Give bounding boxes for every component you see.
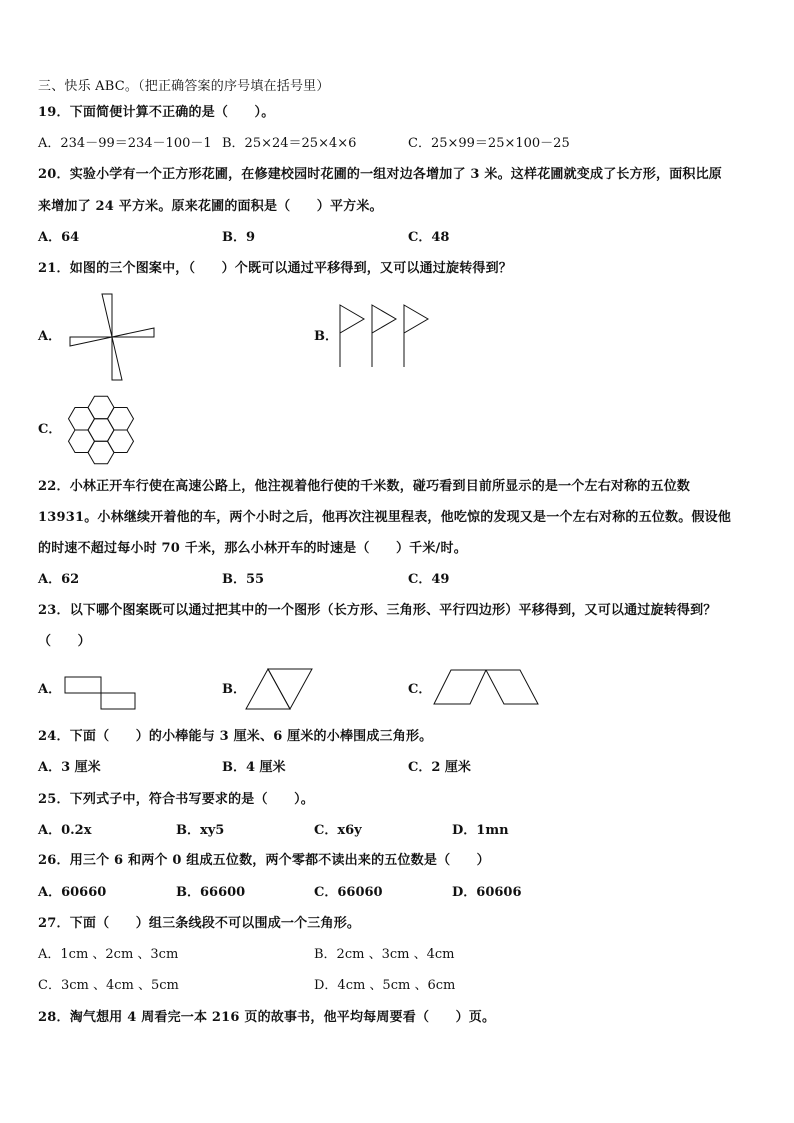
- q21-option-c: C．: [38, 422, 62, 437]
- question-24-stem: 24．下面（ ）的小棒能与 3 厘米、6 厘米的小棒围成三角形。: [38, 729, 433, 744]
- q25-option-b: B．xy5: [176, 823, 225, 838]
- q19-option-a: A．234－99＝234－100－1: [38, 136, 212, 151]
- hexagon-cell: [108, 408, 134, 431]
- question-19-stem: 19．下面简便计算不正确的是（ ）。: [38, 105, 275, 120]
- q27-option-b: B．2cm 、3cm 、4cm: [314, 947, 455, 962]
- q27-option-a: A．1cm 、2cm 、3cm: [38, 947, 179, 962]
- hexagon-cell: [88, 419, 114, 442]
- q20-option-b: B．9: [222, 230, 256, 245]
- hexagon-cell: [69, 430, 95, 453]
- question-20-stem-line2: 来增加了 24 平方米。原来花圃的面积是（ ）平方米。: [38, 199, 383, 214]
- q26-option-a: A．60660: [38, 885, 107, 900]
- question-25-stem: 25．下列式子中，符合书写要求的是（ ）。: [38, 792, 314, 807]
- q21-option-b: B．: [314, 329, 338, 344]
- q25-option-c: C．x6y: [314, 823, 362, 838]
- q26-option-b: B．66600: [176, 885, 246, 900]
- q23-option-b: B．: [222, 682, 246, 697]
- question-28-stem: 28．淘气想用 4 周看完一本 216 页的故事书，他平均每周要看（ ）页。: [38, 1010, 496, 1025]
- q22-option-c: C．49: [408, 572, 450, 587]
- hexagon-cell: [88, 441, 114, 464]
- q27-option-c: C．3cm 、4cm 、5cm: [38, 978, 179, 993]
- question-23-stem-line2: （ ）: [38, 634, 91, 649]
- q20-option-a: A．64: [38, 230, 80, 245]
- q24-option-b: B．4 厘米: [222, 760, 286, 775]
- question-22-stem-line3: 的时速不超过每小时 70 千米，那么小林开车的时速是（ ）千米/时。: [38, 541, 467, 556]
- q21-option-a: A．: [38, 329, 62, 344]
- q25-option-a: A．0.2x: [38, 823, 92, 838]
- hexagons-figure: [62, 390, 140, 470]
- triangles-figure: [244, 667, 316, 711]
- q24-option-a: A．3 厘米: [38, 760, 101, 775]
- question-21-stem: 21．如图的三个图案中，（ ）个既可以通过平移得到，又可以通过旋转得到？: [38, 261, 512, 276]
- hexagon-cell: [108, 430, 134, 453]
- hexagon-cell: [88, 396, 114, 419]
- q25-option-d: D．1mn: [452, 823, 509, 838]
- flags-figure: [336, 303, 432, 369]
- question-26-stem: 26．用三个 6 和两个 0 组成五位数，两个零都不读出来的五位数是（ ）: [38, 853, 490, 868]
- question-27-stem: 27．下面（ ）组三条线段不可以围成一个三角形。: [38, 916, 361, 931]
- q22-option-a: A．62: [38, 572, 80, 587]
- pinwheel-figure: [66, 292, 158, 382]
- q26-option-c: C．66060: [314, 885, 383, 900]
- rectangles-figure: [62, 674, 138, 712]
- q26-option-d: D．60606: [452, 885, 522, 900]
- q19-option-b: B．25×24＝25×4×6: [222, 136, 357, 151]
- q27-option-d: D．4cm 、5cm 、6cm: [314, 978, 456, 993]
- question-20-stem-line1: 20．实验小学有一个正方形花圃，在修建校园时花圃的一组对边各增加了 3 米。这样花圃就变成了长方形，面积比原: [38, 167, 722, 182]
- question-22-stem-line1: 22．小林正开车行使在高速公路上，他注视着他行使的千米数，碰巧看到目前所显示的是一个左右对称的五位数: [38, 479, 691, 494]
- q23-option-a: A．: [38, 682, 62, 697]
- parallelograms-figure: [432, 667, 542, 707]
- section-heading: 三、快乐 ABC。（把正确答案的序号填在括号里）: [38, 79, 330, 94]
- hexagon-cell: [69, 408, 95, 431]
- q22-option-b: B．55: [222, 572, 265, 587]
- question-22-stem-line2: 13931。小林继续开着他的车，两个小时之后，他再次注视里程表，他吃惊的发现又是一个左右对称的五位数。假设他: [38, 510, 732, 525]
- q19-option-c: C．25×99＝25×100－25: [408, 136, 570, 151]
- q20-option-c: C．48: [408, 230, 450, 245]
- q24-option-c: C．2 厘米: [408, 760, 471, 775]
- question-23-stem-line1: 23．以下哪个图案既可以通过把其中的一个图形（长方形、三角形、平行四边形）平移得到，又可以通过旋转得到？: [38, 603, 717, 618]
- q23-option-c: C．: [408, 682, 432, 697]
